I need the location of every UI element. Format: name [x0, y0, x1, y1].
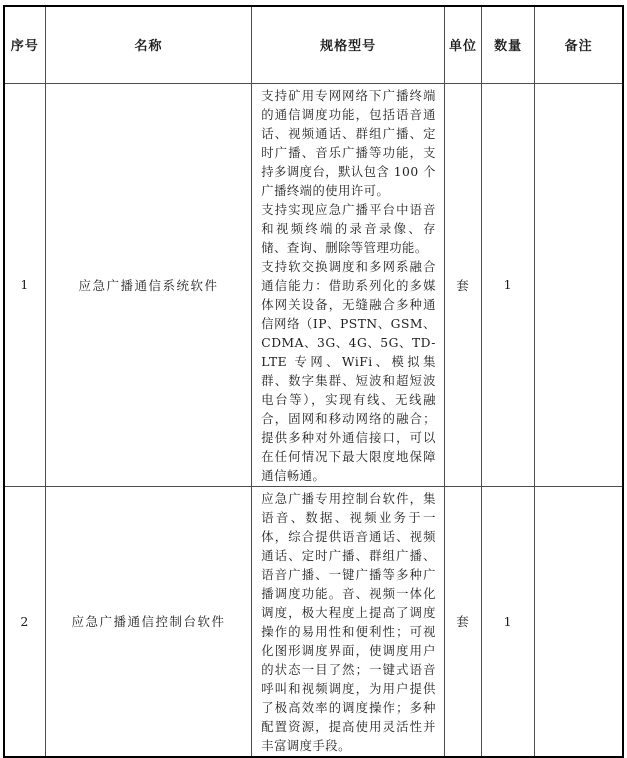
row1-spec-paragraph: 支持矿用专网网络下广播终端的通信调度功能，包括语音通话、视频通话、群组广播、定时广播、音乐广播等功能，支持多调度台，默认包含 100 个广播终端的使用许可。 [261, 88, 436, 198]
row1-no: 1 [4, 83, 45, 486]
row1-unit: 套 [444, 83, 481, 486]
row1-qty: 1 [482, 83, 535, 486]
row1-spec-paragraph: 支持实现应急广播平台中语音和视频终端的录音录像、存储、查询、删除等管理功能。 [261, 202, 436, 255]
table-row [4, 83, 623, 486]
row1-spec-paragraph: 支持软交换调度和多网系融合通信能力：借助系列化的多媒体网关设备，无缝融合多种通信网络（IP、PSTN、GSM、CDMA、3G、4G、5G、TD-LTE 专网、WiFi、模拟集群、数字集群、短波和超短波电台等），实现有线、无线融合，固网和移动网络的融合；提供多种对外通信接口，可以在任何情况下最大限度地保障通信畅通。 [261, 259, 436, 483]
header-cell-name: 名称 [45, 6, 252, 83]
table-header-row [4, 6, 623, 83]
row1-spec [252, 83, 445, 486]
header-cell-qty: 数量 [482, 6, 535, 83]
row2-qty: 1 [482, 486, 535, 757]
spec-table [3, 5, 624, 758]
header-cell-remark: 备注 [535, 6, 623, 83]
document-page [3, 5, 624, 753]
table-row [4, 486, 623, 757]
row2-no: 2 [4, 486, 45, 757]
row1-name: 应急广播通信系统软件 [45, 83, 252, 486]
header-cell-unit: 单位 [444, 6, 481, 83]
row2-remark [535, 486, 623, 757]
header-cell-no: 序号 [4, 6, 45, 83]
row2-unit: 套 [444, 486, 481, 757]
row2-name: 应急广播通信控制台软件 [45, 486, 252, 757]
header-cell-spec: 规格型号 [252, 6, 445, 83]
row2-spec [252, 486, 445, 757]
row2-spec-paragraph: 应急广播专用控制台软件，集语音、数据、视频业务于一体，综合提供语音通话、视频通话、定时广播、群组广播、语音广播、一键广播等多种广播调度功能。音、视频一体化调度，极大程度上提高了调度操作的易用性和便利性；可视化图形调度界面，使调度用户的状态一目了然；一键式语音呼叫和视频调度，为用户提供了极高效率的调度操作；多种配置资源，提高使用灵活性并丰富调度手段。 [261, 491, 436, 753]
row1-remark [535, 83, 623, 486]
